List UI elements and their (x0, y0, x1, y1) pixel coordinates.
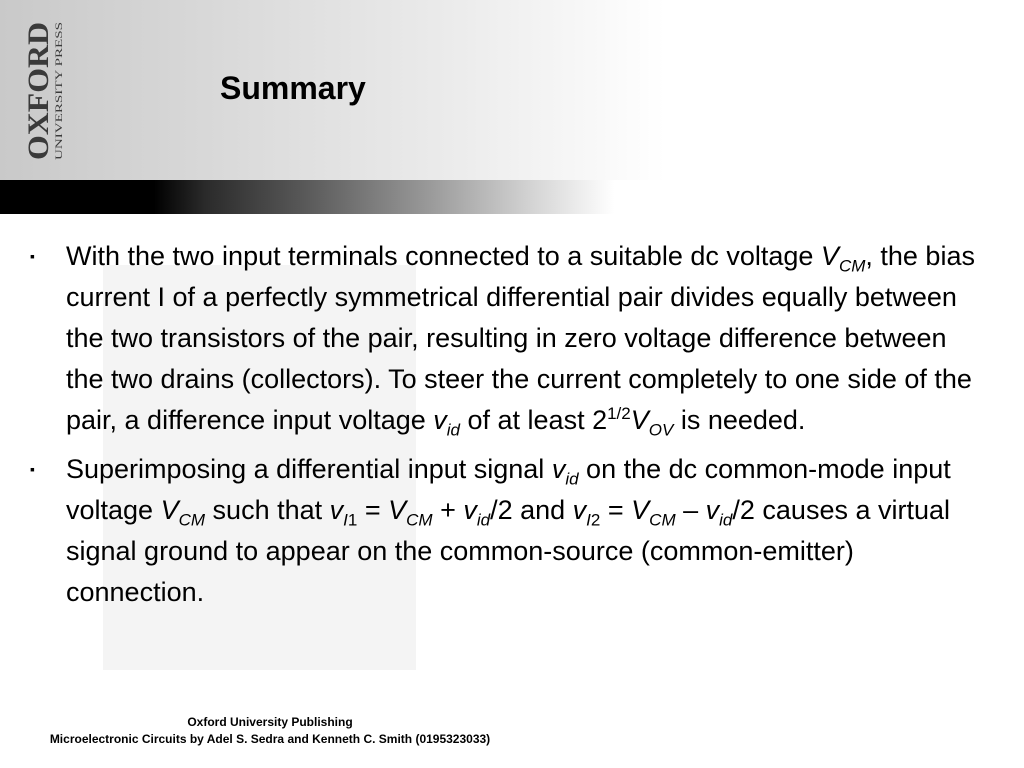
text-segment: /2 causes a virtual signal ground to appear on the common-source (common-emitter) connection. (66, 495, 950, 607)
text-segment: of at least 2 (460, 405, 608, 435)
text-segment: v (572, 495, 587, 525)
slide-title: Summary (220, 70, 366, 106)
text-segment: v (463, 495, 477, 525)
text-segment: id (565, 469, 579, 489)
text-segment: id (719, 510, 733, 530)
text-segment: v (329, 495, 344, 525)
text-segment: Superimposing a differential input signal (66, 454, 552, 484)
text-segment: = (357, 495, 389, 525)
text-segment: is needed. (673, 405, 806, 435)
header-band (0, 0, 1024, 180)
text-segment: v (433, 405, 447, 435)
logo-brand-text: OXFORD (22, 30, 55, 160)
footer-book-citation: Microelectronic Circuits by Adel S. Sedra and Kenneth C. Smith (0195323033) (49, 732, 491, 746)
text-segment: CM (649, 510, 676, 530)
text-segment: 1 (347, 510, 358, 530)
text-segment: V (820, 241, 839, 271)
text-segment: CM (178, 510, 206, 530)
text-segment: V (630, 405, 649, 435)
text-segment: With the two input terminals connected to a suitable dc voltage (66, 241, 821, 271)
text-segment: CM (838, 256, 866, 276)
text-segment: – (675, 495, 706, 525)
bullet-text (66, 241, 975, 440)
text-segment: I (343, 510, 348, 530)
text-segment: I (586, 510, 591, 530)
text-segment: + (432, 495, 464, 525)
bullet-item-2 (28, 449, 988, 613)
bullet-item-1 (28, 236, 988, 441)
oxford-logo-icon (10, 10, 70, 170)
bullet-list (28, 236, 988, 621)
text-segment: /2 and (490, 495, 573, 525)
logo-subtitle-text: UNIVERSITY PRESS (55, 72, 65, 160)
text-segment: CM (406, 510, 433, 530)
bullet-marker-icon: ▪ (30, 461, 35, 477)
bullet-text (66, 454, 951, 607)
text-segment: v (551, 454, 566, 484)
text-segment: id (476, 510, 491, 530)
text-segment: V (631, 495, 650, 525)
text-segment: V (160, 495, 179, 525)
header-divider-bar (0, 180, 1024, 214)
bullet-marker-icon: ▪ (30, 248, 35, 264)
text-segment: v (705, 495, 720, 525)
text-segment: 1/2 (607, 404, 631, 423)
text-segment: on the dc common-mode input voltage (66, 454, 951, 525)
header-divider-solid (0, 180, 155, 214)
text-segment: id (446, 420, 460, 440)
text-segment: such that (205, 495, 330, 525)
text-segment: 2 (590, 510, 601, 530)
footer-publisher: Oxford University Publishing (187, 715, 353, 729)
footer (0, 714, 540, 748)
text-segment: OV (648, 420, 674, 440)
text-segment: V (388, 495, 407, 525)
text-segment: = (600, 495, 632, 525)
text-segment: , the bias current I of a perfectly symmetrical differential pair divides equally between the two transistors of the pair, resulting in zero voltage difference between the two drains (collectors). To steer the current completely to one side of the pair, a difference input voltage (66, 241, 975, 435)
